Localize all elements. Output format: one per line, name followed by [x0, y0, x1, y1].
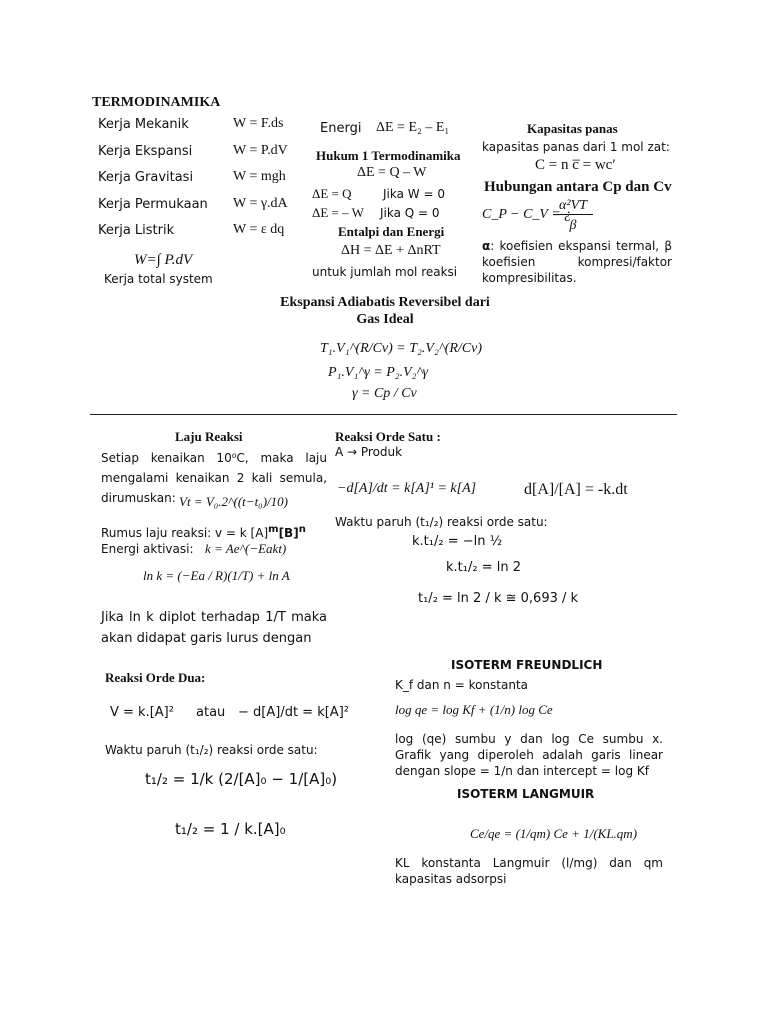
work-total-formula: W=∫ P.dV	[134, 252, 193, 268]
adiabatic-title-line2: Gas Ideal	[356, 312, 414, 327]
first-law-formula: ΔE = Q – W	[357, 165, 427, 180]
section-divider	[90, 414, 677, 415]
cp-cv-description	[482, 238, 672, 286]
ln-k-formula: ln k = (−Ea / R)(1/T) + ln A	[143, 568, 290, 583]
first-law-condition: Jika W = 0	[383, 187, 445, 201]
first-order-title: Reaksi Orde Satu :	[335, 429, 441, 444]
work-formula: W = γ.dA	[233, 196, 288, 211]
first-order-integral: d[A]/[A] = -k.dt	[524, 481, 628, 498]
enthalpy-title: Entalpi dan Energi	[338, 224, 445, 239]
rate-law-m: m	[268, 524, 279, 535]
page-title: TERMODINAMIKA	[92, 95, 221, 110]
energy-formula: ΔE = E₂ – E₁	[376, 120, 450, 135]
adiabatic-eq2: P₁.V₁^γ = P₂.V₂^γ	[328, 365, 428, 380]
cp-cv-lhs: C_P − C_V = ¿	[482, 207, 572, 222]
second-order-hl1: t₁/₂ = 1/k (2/[A]₀ − 1/[A]₀)	[145, 770, 338, 788]
enthalpy-note: untuk jumlah mol reaksi	[312, 265, 458, 279]
work-label: Kerja Mekanik	[98, 117, 189, 132]
work-total-label: Kerja total system	[104, 272, 213, 286]
work-formula: W = mgh	[233, 169, 286, 184]
first-law-condition: Jika Q = 0	[380, 206, 440, 220]
first-order-half-life-label: Waktu paruh (t₁/₂) reaksi orde satu:	[335, 515, 548, 529]
first-order-hl2: k.t₁/₂ = ln 2	[446, 560, 521, 575]
freundlich-constants: K_f dan n = konstanta	[395, 678, 529, 692]
second-order-hl2: t₁/₂ = 1 / k.[A]₀	[175, 820, 286, 838]
first-order-hl1: k.t₁/₂ = −ln ½	[412, 534, 503, 549]
rate-law-b: [B]	[278, 526, 299, 540]
second-order-atau: atau	[196, 705, 226, 720]
work-label: Kerja Listrik	[98, 223, 175, 238]
work-label: Kerja Permukaan	[98, 197, 208, 212]
freundlich-title: ISOTERM FREUNDLICH	[451, 658, 603, 672]
adiabatic-eq3: γ = Cp / Cv	[352, 386, 417, 401]
langmuir-title: ISOTERM LANGMUIR	[457, 787, 595, 801]
cp-cv-numerator: α²VT	[553, 198, 593, 215]
energy-label: Energi	[320, 121, 362, 136]
activation-formula: k = Ae^(−Eakt)	[205, 541, 287, 556]
first-order-rate-eq: −d[A]/dt = k[A]¹ = k[A]	[337, 481, 477, 496]
enthalpy-formula: ΔH = ΔE + ΔnRT	[341, 243, 441, 258]
heat-capacity-title: Kapasitas panas	[527, 121, 618, 136]
rate-vt-formula: Vt = V₀.2^((t−t₀)/10)	[179, 494, 288, 509]
work-formula: W = P.dV	[233, 143, 288, 158]
rate-law-label: Rumus laju reaksi: v = k [A]	[101, 526, 269, 540]
heat-capacity-desc: kapasitas panas dari 1 mol zat:	[482, 140, 670, 154]
cp-cv-desc-text: : koefisien ekspansi termal, β koefisien kompresi/faktor kompresibilitas.	[482, 239, 672, 285]
second-order-rate-eq2: − d[A]/dt = k[A]²	[238, 705, 349, 720]
cp-cv-title: Hubungan antara Cp dan Cv	[484, 179, 672, 195]
work-label: Kerja Ekspansi	[98, 144, 193, 159]
second-order-rate-eq: V = k.[A]²	[110, 705, 174, 720]
cp-cv-denominator: β	[569, 218, 577, 233]
first-order-hl3: t₁/₂ = ln 2 / k ≅ 0,693 / k	[418, 591, 579, 606]
freundlich-eq: log qe = log Kf + (1/n) log Ce	[395, 702, 553, 717]
plot-text: Jika ln k diplot terhadap 1/T maka akan didapat garis lurus dengan	[101, 610, 327, 646]
work-label: Kerja Gravitasi	[98, 170, 194, 185]
first-law-case: ΔE = Q	[312, 186, 352, 201]
heat-capacity-formula: C = n c̅ = wc′	[535, 157, 616, 173]
alpha-symbol: α	[482, 239, 491, 253]
rate-title: Laju Reaksi	[175, 429, 243, 444]
langmuir-eq: Ce/qe = (1/qm) Ce + 1/(KL.qm)	[470, 826, 638, 841]
adiabatic-eq1: T₁.V₁^(R/Cv) = T₂.V₂^(R/Cv)	[320, 341, 483, 356]
rate-law	[101, 524, 306, 540]
work-formula: W = ε dq	[233, 222, 285, 237]
second-order-title: Reaksi Orde Dua:	[105, 670, 206, 685]
work-formula: W = F.ds	[233, 116, 284, 131]
activation-label: Energi aktivasi:	[101, 542, 194, 556]
first-law-title: Hukum 1 Termodinamika	[316, 148, 461, 163]
first-law-case: ΔE = – W	[312, 205, 364, 220]
rate-law-n: n	[298, 524, 306, 535]
langmuir-desc: KL konstanta Langmuir (l/mg) dan qm kapasitas adsorpsi	[395, 856, 663, 886]
rate-text: Setiap kenaikan 10⁰C, maka laju mengalami kenaikan 2 kali semula, dirumuskan:	[101, 451, 327, 505]
second-order-half-life-label: Waktu paruh (t₁/₂) reaksi orde satu:	[105, 743, 318, 757]
first-order-reaction: A → Produk	[335, 445, 403, 459]
freundlich-desc: log (qe) sumbu y dan log Ce sumbu x. Grafik yang diperoleh adalah garis linear dengan slope = 1/n dan intercept = log Kf	[395, 732, 663, 778]
adiabatic-title-line1: Ekspansi Adiabatis Reversibel dari	[280, 295, 490, 310]
